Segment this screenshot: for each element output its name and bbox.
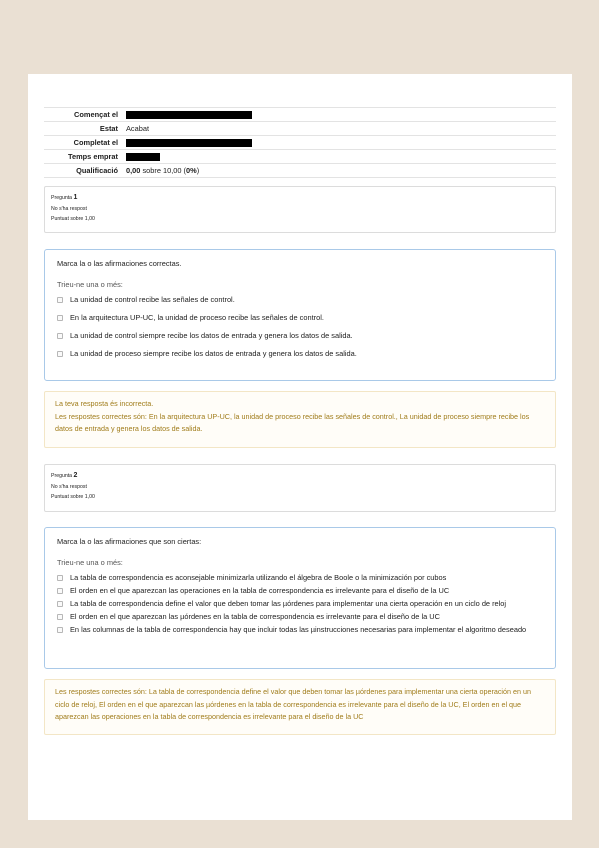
- question-2-feedback: [44, 679, 556, 735]
- question-text: Marca la o las afirmaciones correctas.: [57, 259, 182, 268]
- summary-label: Completat el: [73, 138, 118, 147]
- question-1-info: [44, 186, 556, 233]
- checkbox[interactable]: [57, 601, 63, 607]
- summary-row-grade: [44, 163, 556, 178]
- checkbox[interactable]: [57, 351, 63, 357]
- answer-option[interactable]: En la arquitectura UP-UC, la unidad de proceso recibe las señales de control.: [57, 313, 543, 323]
- attempt-summary-table: [44, 107, 556, 178]
- answer-prompt: Trieu-ne una o més:: [57, 280, 123, 289]
- question-2-content: [44, 527, 556, 669]
- summary-row-state: [44, 121, 556, 135]
- redacted-value: [126, 153, 160, 161]
- grade-value: 0,00 sobre 10,00 (0%): [126, 166, 200, 175]
- redacted-value: [126, 111, 252, 119]
- summary-label: Temps emprat: [68, 152, 118, 161]
- answer-option[interactable]: En las columnas de la tabla de correspondencia hay que incluir todas las µinstrucciones necesarias para implementar el algoritmo deseado: [57, 625, 543, 635]
- checkbox[interactable]: [57, 614, 63, 620]
- question-number: Pregunta 2: [51, 472, 78, 479]
- answer-option[interactable]: La unidad de control siempre recibe los datos de entrada y genera los datos de salida.: [57, 331, 543, 341]
- question-1-feedback: [44, 391, 556, 448]
- checkbox[interactable]: [57, 627, 63, 633]
- question-2-info: [44, 464, 556, 512]
- checkbox[interactable]: [57, 333, 63, 339]
- checkbox[interactable]: [57, 588, 63, 594]
- checkbox[interactable]: [57, 297, 63, 303]
- checkbox[interactable]: [57, 575, 63, 581]
- summary-row-completed: [44, 135, 556, 149]
- checkbox[interactable]: [57, 315, 63, 321]
- question-number: Pregunta 1: [51, 194, 78, 201]
- feedback-result: La teva resposta és incorrecta.: [55, 399, 154, 408]
- question-mark: Puntuat sobre 1,00: [51, 494, 95, 500]
- answer-option[interactable]: El orden en el que aparezcan las µórdenes en la tabla de correspondencia es irrelevante para el diseño de la UC: [57, 612, 543, 622]
- answer-option[interactable]: La tabla de correspondencia es aconsejable minimizarla utilizando el álgebra de Boole o la minimización por cubos: [57, 573, 543, 583]
- summary-value: [124, 110, 252, 119]
- correct-answers: Les respostes correctes són: En la arquitectura UP-UC, la unidad de proceso recibe las señales de control., La unidad de proceso siempre recibe los datos de entrada y genera los datos de salida.: [55, 411, 530, 433]
- answer-option[interactable]: La unidad de proceso siempre recibe los datos de entrada y genera los datos de salida.: [57, 349, 543, 359]
- summary-value: Acabat: [126, 124, 150, 133]
- correct-answers: Les respostes correctes són: La tabla de correspondencia define el valor que deben tomar las µórdenes para implementar una cierta operación en un ciclo de reloj, El orden en el que aparezcan las µórdenes en la tabla de correspondencia es irrelevante para el diseño de la UC, El orden en el que aparezcan las operaciones en la tabla de correspondencia es irrelevante para el diseño de la UC: [55, 687, 532, 721]
- review-page: [28, 74, 572, 820]
- question-state: No s'ha respost: [51, 483, 87, 490]
- answer-option[interactable]: La unidad de control recibe las señales de control.: [57, 295, 543, 305]
- summary-label: Començat el: [74, 110, 118, 119]
- summary-value: [124, 152, 160, 161]
- summary-label: Estat: [99, 124, 118, 133]
- answer-option[interactable]: El orden en el que aparezcan las operaciones en la tabla de correspondencia es irrelevante para el diseño de la UC: [57, 586, 543, 596]
- summary-row-started: [44, 107, 556, 121]
- redacted-value: [126, 139, 252, 147]
- question-mark: Puntuat sobre 1,00: [51, 216, 95, 222]
- summary-label: Qualificació: [76, 166, 118, 175]
- question-state: No s'ha respost: [51, 205, 87, 212]
- summary-row-time-taken: [44, 149, 556, 163]
- answer-option[interactable]: La tabla de correspondencia define el valor que deben tomar las µórdenes para implementar una cierta operación en un ciclo de reloj: [57, 599, 543, 609]
- answer-prompt: Trieu-ne una o més:: [57, 558, 123, 567]
- summary-value: [124, 138, 252, 147]
- question-text: Marca la o las afirmaciones que son ciertas:: [57, 537, 202, 546]
- question-1-content: [44, 249, 556, 381]
